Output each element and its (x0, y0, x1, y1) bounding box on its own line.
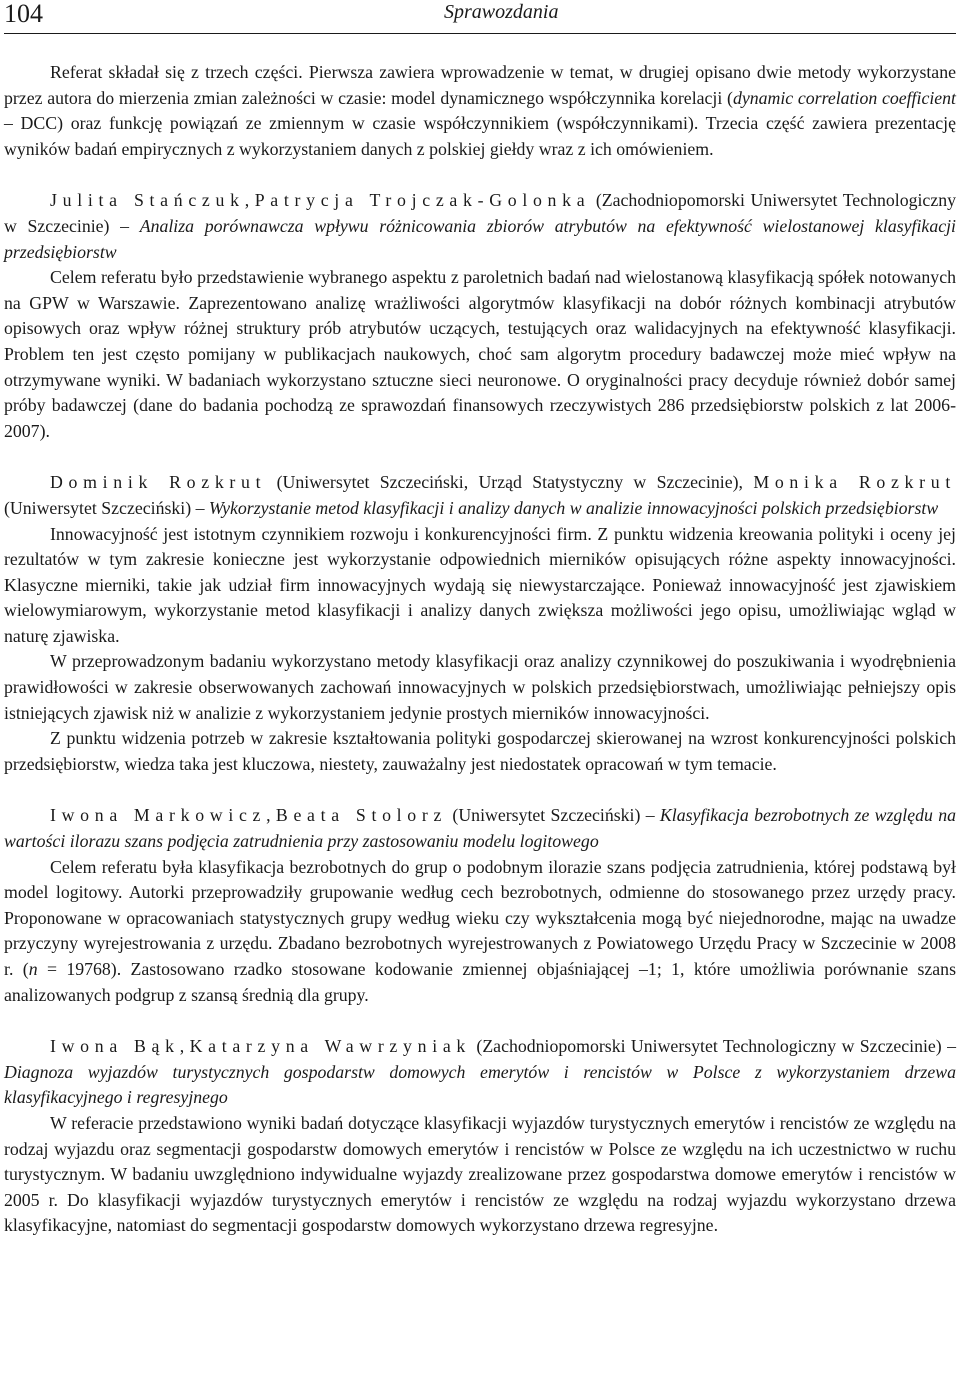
term-italic: dynamic correlation coefficient (732, 87, 956, 108)
report-title: Analiza porównawcza wpływu różnicowania zbiorów atrybutów na efektywność wielostanowej klasyfikacji przedsiębiorstw (4, 215, 956, 262)
report-title: Klasyfikacja bezrobotnych ze względu na wartości ilorazu szans podjęcia zatrudnienia przy zastosowaniu modelu logitowego (4, 805, 957, 852)
author-name: Dominik Rozkrut (50, 472, 267, 493)
report-heading: Iwona Bąk, Katarzyna Wawrzyniak (Zachodniopomorski Uniwersytet Technologiczny w Szczecinie) – Diagnoza wyjazdów turystycznych gospodarstw domowych emerytów i rencistów w Polsce z wykorzystaniem drzewa klasyfikacyjnego i regresyjnego (4, 1036, 956, 1108)
author-name: Monika Rozkrut (753, 472, 956, 493)
intro-paragraph: Referat składał się z trzech części. Pierwsza zawiera wprowadzenie w temat, w drugiej opisano dwie metody wykorzystane przez autora do mierzenia zmian zależności w czasie: model dynamicznego współczynnika korelacji (dynamic correlation coefficient – DCC) oraz funkcję powiązań ze zmiennym w czasie współczynnikiem (współczynnikami). Trzecia część zawiera prezentację wyników badań empirycznych z wykorzystaniem danych z polskiej giełdy wraz z ich omówieniem. (4, 62, 956, 159)
author-name: Julita Stańczuk (50, 190, 245, 211)
affiliation: (Uniwersytet Szczeciński) – (447, 805, 660, 826)
variable-n: n (28, 959, 38, 979)
report-title: Diagnoza wyjazdów turystycznych gospodarstw domowych emerytów i rencistów w Polsce z wykorzystaniem drzewa klasyfikacyjnego i regresyjnego (4, 1061, 956, 1108)
author-name: Beata Stolorz (275, 805, 448, 826)
header-rule (4, 33, 956, 34)
report-paragraph: W referacie przedstawiono wyniki badań dotyczące klasyfikacji wyjazdów turystycznych emerytów i rencistów ze względu na rodzaj wyjazdu oraz segmentacji gospodarstw domowych emerytów i rencistów w Polsce ze względu na ich uczestnictwo w ruchu turystycznym. W badaniu uwzględniono indywidualne wyjazdy zrealizowane przez gospodarstwa domowe emerytów i rencistów w 2005 r. Do klasyfikacji wyjazdów turystycznych emerytów i rencistów ze względu na rodzaj wyjazdu wykorzystano drzewa klasyfikacyjne, natomiast do segmentacji gospodarstw domowych wykorzystano drzewa regresyjne. (4, 1112, 956, 1236)
running-head: Sprawozdania (444, 1, 559, 23)
affiliation: (Zachodniopomorski Uniwersytet Technologiczny w Szczecinie) – (4, 190, 956, 236)
report-heading: Iwona Markowicz, Beata Stolorz (Uniwersytet Szczeciński) – Klasyfikacja bezrobotnych ze względu na wartości ilorazu szans podjęcia zatrudnienia przy zastosowaniu modelu logitowego (4, 805, 957, 852)
report-paragraph: Celem referatu było przedstawienie wybranego aspektu z paroletnich badań nad wielostanową klasyfikacją spółek notowanych na GPW w Warszawie. Zaprezentowano analizę wrażliwości algorytmów klasyfikacji na dobór różnych kombinacji atrybutów opisowych oraz wpływ różnej struktury prób atrybutów uczących, testujących oraz walidacyjnych na efektywność klasyfikacji. Problem ten jest często pomijany w publikacjach naukowych, choć sam algorytm procedury badawczej może mieć wpływ na otrzymywane wyniki. W badaniach wykorzystano sztuczne sieci neuronowe. O oryginalności pracy decyduje również dobór samej próby badawczej (dane do badania pochodzą ze sprawozdań finansowych rzeczywistych 286 przedsiębiorstw polskich z lat 2006-2007). (4, 267, 956, 441)
page-body (4, 60, 956, 1239)
report-section-3 (4, 803, 956, 1008)
report-heading: Julita Stańczuk, Patrycja Trojczak-Golonka (Zachodniopomorski Uniwersytet Technologiczny w Szczecinie) – Analiza porównawcza wpływu różnicowania zbiorów atrybutów na efektywność wielostanowej klasyfikacji przedsiębiorstw (4, 190, 956, 262)
report-paragraph: W przeprowadzonym badaniu wykorzystano metody klasyfikacji oraz analizy czynnikowej do poszukiwania i wyodrębnienia prawidłowości w zakresie obserwowanych zachowań innowacyjnych w polskich przedsiębiorstwach, umożliwiając pełniejszy opis istniejących zjawisk niż w analizie z wykorzystaniem jedynie prostych mierników innowacyjności. (4, 651, 956, 723)
affiliation: (Uniwersytet Szczeciński, Urząd Statystyczny w Szczecinie), (266, 472, 754, 493)
report-paragraph: Innowacyjność jest istotnym czynnikiem rozwoju i konkurencyjności firm. Z punktu widzenia kreowania polityki i oceny jej rezultatów w tym zakresie konieczne jest wykorzystanie odpowiednich mierników opisujących różne aspekty innowacyjności. Klasyczne mierniki, takie jak udział firm innowacyjnych wydają się niewystarczające. Ponieważ innowacyjność jest zjawiskiem wielowymiarowym, wykorzystanie metod klasyfikacji i analizy danych zwiększa możliwości jego opisu, umożliwiając wgląd w naturę zjawiska. (4, 523, 956, 646)
author-name: Iwona Markowicz (50, 805, 267, 826)
page-number: 104 (4, 0, 43, 28)
affiliation: (Uniwersytet Szczeciński) – (4, 497, 209, 518)
report-section-1 (4, 188, 956, 444)
report-title: Wykorzystanie metod klasyfikacji i analizy danych w analizie innowacyjności polskich przedsiębiorstw (208, 497, 939, 518)
report-paragraph: Z punktu widzenia potrzeb w zakresie kształtowania polityki gospodarczej skierowanej na wzrost konkurencyjności polskich przedsiębiorstw, wiedza taka jest kluczowa, niestety, zauważalny jest niedostatek opracowań w tym temacie. (4, 728, 956, 774)
affiliation: (Zachodniopomorski Uniwersytet Technologiczny w Szczecinie) – (471, 1036, 956, 1057)
author-name: Katarzyna Wawrzyniak (189, 1036, 472, 1057)
author-name: Patrycja Trojczak-Golonka (254, 190, 591, 211)
report-section-4 (4, 1034, 956, 1239)
author-name: Iwona Bąk (50, 1036, 180, 1057)
report-section-2 (4, 470, 956, 777)
report-paragraph: Celem referatu była klasyfikacja bezrobotnych do grup o podobnym ilorazie szans podjęcia zatrudnienia, której podstawą był model logitowy. Autorki przeprowadziły grupowanie według cech bezrobotnych, odmienne do stosowanego przez urzędy pracy. Proponowane w opracowaniach statystycznych grupy według wieku czy wykształcenia mogą być niejednorodne, mając na uwadze przyczyny wyrejestrowania z urzędu. Zbadano bezrobotnych wyrejestrowanych z Powiatowego Urzędu Pracy w Szczecinie w 2008 r. (n = 19768). Zastosowano rzadko stosowane kodowanie zmiennej objaśniającej –1; 1, które umożliwia porównanie szans analizowanych podgrup z szansą średnią dla grupy. (4, 856, 956, 1005)
report-heading (4, 470, 956, 521)
page-header (4, 0, 956, 36)
